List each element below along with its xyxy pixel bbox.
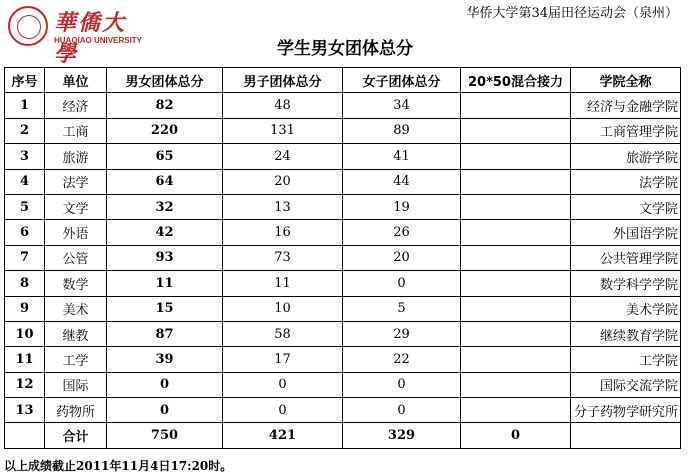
college-full-name: 国际交流学院	[571, 372, 681, 397]
unit-name: 国际	[45, 372, 107, 397]
row-number: 2	[5, 118, 45, 143]
women-score: 5	[343, 296, 461, 321]
table-row	[5, 321, 681, 346]
men-score: 13	[223, 194, 343, 219]
table-row	[5, 398, 681, 423]
college-full-name: 工商管理学院	[571, 118, 681, 143]
row-number: 4	[5, 169, 45, 194]
total-full	[571, 423, 681, 448]
logo-chinese-name: 華僑大學	[54, 10, 127, 67]
row-number: 6	[5, 220, 45, 245]
combined-score: 87	[107, 321, 223, 346]
total-relay: 0	[461, 423, 571, 448]
combined-score: 65	[107, 144, 223, 169]
relay-score	[461, 245, 571, 270]
women-score: 44	[343, 169, 461, 194]
table-body	[5, 93, 681, 423]
women-score: 89	[343, 118, 461, 143]
row-number: 13	[5, 398, 45, 423]
table-row	[5, 347, 681, 372]
score-table	[4, 67, 681, 449]
unit-name: 美术	[45, 296, 107, 321]
table-row	[5, 220, 681, 245]
col-header: 男女团体总分	[107, 68, 223, 93]
total-label: 合计	[45, 423, 107, 448]
table-row	[5, 93, 681, 118]
men-score: 0	[223, 372, 343, 397]
men-score: 24	[223, 144, 343, 169]
college-full-name: 继续教育学院	[571, 321, 681, 346]
relay-score	[461, 194, 571, 219]
unit-name: 法学	[45, 169, 107, 194]
table-header-row	[5, 68, 681, 93]
table-row	[5, 296, 681, 321]
combined-score: 220	[107, 118, 223, 143]
col-header: 20*50混合接力	[461, 68, 571, 93]
unit-name: 外语	[45, 220, 107, 245]
women-score: 20	[343, 245, 461, 270]
men-score: 16	[223, 220, 343, 245]
col-header: 学院全称	[571, 68, 681, 93]
women-score: 41	[343, 144, 461, 169]
women-score: 29	[343, 321, 461, 346]
total-sum: 750	[107, 423, 223, 448]
col-header: 男子团体总分	[223, 68, 343, 93]
men-score: 58	[223, 321, 343, 346]
relay-score	[461, 220, 571, 245]
relay-score	[461, 169, 571, 194]
men-score: 20	[223, 169, 343, 194]
total-men: 421	[223, 423, 343, 448]
relay-score	[461, 398, 571, 423]
relay-score	[461, 347, 571, 372]
combined-score: 0	[107, 372, 223, 397]
college-full-name: 公共管理学院	[571, 245, 681, 270]
college-full-name: 外国语学院	[571, 220, 681, 245]
row-number: 10	[5, 321, 45, 346]
unit-name: 药物所	[45, 398, 107, 423]
unit-name: 数学	[45, 271, 107, 296]
college-full-name: 工学院	[571, 347, 681, 372]
women-score: 34	[343, 93, 461, 118]
combined-score: 42	[107, 220, 223, 245]
women-score: 0	[343, 271, 461, 296]
row-number: 1	[5, 93, 45, 118]
women-score: 0	[343, 372, 461, 397]
men-score: 48	[223, 93, 343, 118]
relay-score	[461, 144, 571, 169]
row-number: 7	[5, 245, 45, 270]
row-number: 11	[5, 347, 45, 372]
unit-name: 文学	[45, 194, 107, 219]
table-row	[5, 372, 681, 397]
unit-name: 继教	[45, 321, 107, 346]
col-header: 单位	[45, 68, 107, 93]
men-score: 131	[223, 118, 343, 143]
college-full-name: 旅游学院	[571, 144, 681, 169]
women-score: 0	[343, 398, 461, 423]
combined-score: 64	[107, 169, 223, 194]
relay-score	[461, 271, 571, 296]
row-number: 12	[5, 372, 45, 397]
row-number: 5	[5, 194, 45, 219]
combined-score: 11	[107, 271, 223, 296]
page-title: 学生男女团体总分	[277, 39, 413, 59]
total-label-cell	[5, 423, 45, 448]
women-score: 19	[343, 194, 461, 219]
combined-score: 0	[107, 398, 223, 423]
relay-score	[461, 296, 571, 321]
table-row	[5, 194, 681, 219]
table-row	[5, 169, 681, 194]
col-header: 序号	[5, 68, 45, 93]
logo-english-name: HUAQIAO UNIVERSITY	[54, 36, 143, 45]
men-score: 10	[223, 296, 343, 321]
relay-score	[461, 321, 571, 346]
men-score: 17	[223, 347, 343, 372]
unit-name: 旅游	[45, 144, 107, 169]
row-number: 3	[5, 144, 45, 169]
college-full-name: 数学科学学院	[571, 271, 681, 296]
women-score: 26	[343, 220, 461, 245]
college-full-name: 文学院	[571, 194, 681, 219]
row-number: 8	[5, 271, 45, 296]
college-full-name: 分子药物学研究所	[571, 398, 681, 423]
unit-name: 工学	[45, 347, 107, 372]
event-name: 华侨大学第34届田径运动会（泉州）	[466, 6, 678, 21]
men-score: 11	[223, 271, 343, 296]
women-score: 22	[343, 347, 461, 372]
col-header: 女子团体总分	[343, 68, 461, 93]
combined-score: 82	[107, 93, 223, 118]
combined-score: 15	[107, 296, 223, 321]
men-score: 73	[223, 245, 343, 270]
table-row	[5, 271, 681, 296]
college-full-name: 经济与金融学院	[571, 93, 681, 118]
relay-score	[461, 372, 571, 397]
combined-score: 93	[107, 245, 223, 270]
unit-name: 经济	[45, 93, 107, 118]
table-row	[5, 144, 681, 169]
totals-row	[5, 423, 681, 448]
men-score: 0	[223, 398, 343, 423]
combined-score: 32	[107, 194, 223, 219]
college-full-name: 法学院	[571, 169, 681, 194]
relay-score	[461, 118, 571, 143]
table-row	[5, 245, 681, 270]
total-women: 329	[343, 423, 461, 448]
footer-note: 以上成绩截止2011年11月4日17:20时。	[4, 459, 233, 473]
unit-name: 公管	[45, 245, 107, 270]
row-number: 9	[5, 296, 45, 321]
table-row	[5, 118, 681, 143]
relay-score	[461, 93, 571, 118]
combined-score: 39	[107, 347, 223, 372]
unit-name: 工商	[45, 118, 107, 143]
college-full-name: 美术学院	[571, 296, 681, 321]
